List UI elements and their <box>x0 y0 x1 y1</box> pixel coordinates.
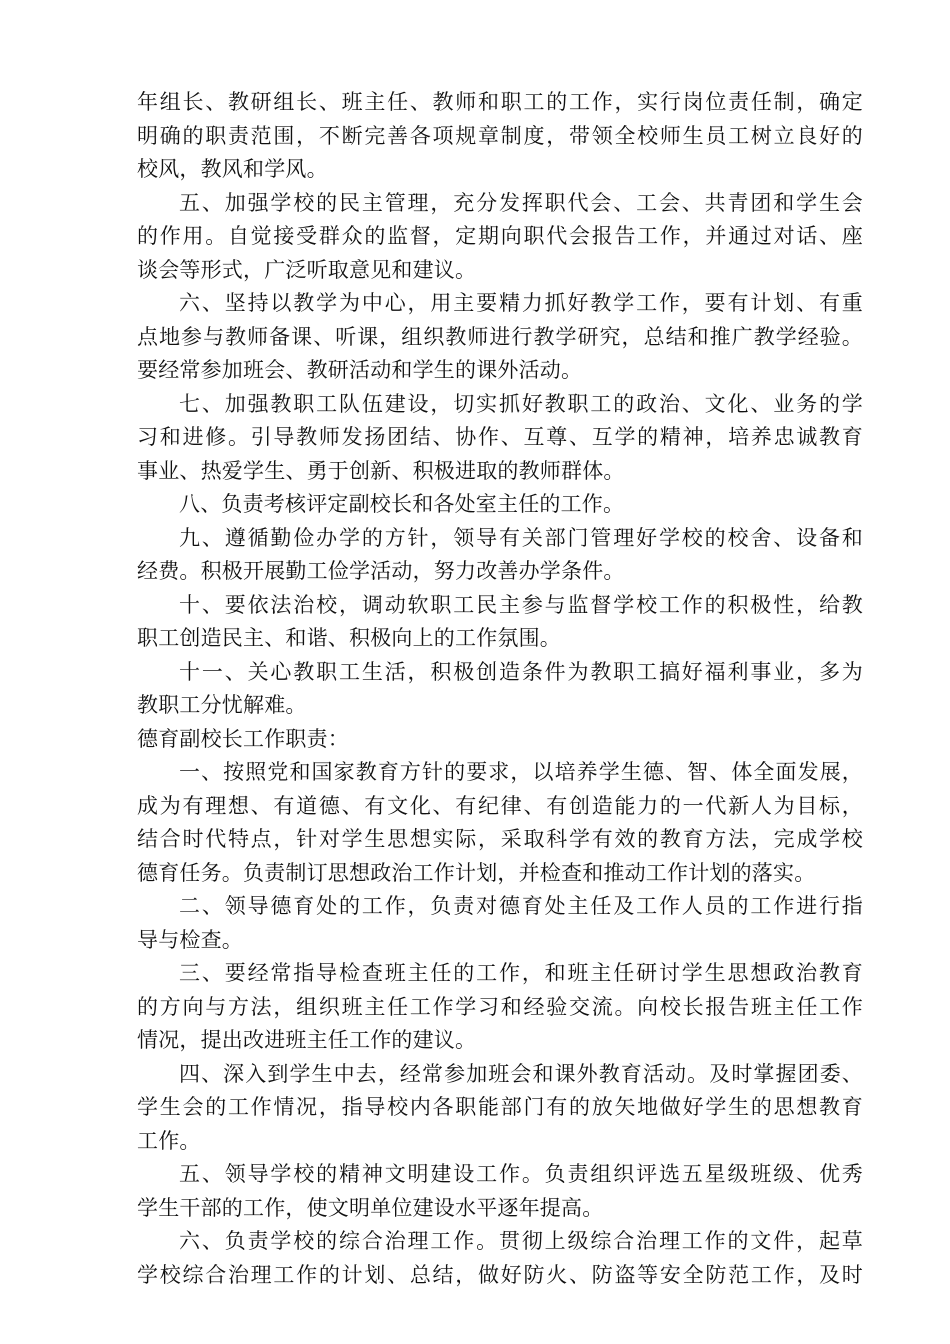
text-line: 成为有理想、有道德、有文化、有纪律、有创造能力的一代新人为目标， <box>137 793 863 818</box>
paragraph-moral-vp-2 <box>137 890 863 957</box>
text-line: 明确的职责范围，不断完善各项规章制度，带领全校师生员工树立良好的 <box>137 123 863 148</box>
text-line: 五、加强学校的民主管理，充分发挥职代会、工会、共青团和学生会 <box>179 190 863 215</box>
text-line: 三、要经常指导检查班主任的工作，和班主任研讨学生思想政治教育 <box>179 961 863 985</box>
text-line: 经费。积极开展勤工俭学活动，努力改善办学条件。 <box>137 559 625 583</box>
text-line: 九、遵循勤俭办学的方针，领导有关部门管理好学校的校舍、设备和 <box>179 525 863 550</box>
text-line: 一、按照党和国家教育方针的要求，以培养学生德、智、体全面发展， <box>179 760 863 784</box>
text-line: 工作。 <box>137 1128 201 1153</box>
paragraph-principal-7 <box>137 388 863 489</box>
text-line: 四、深入到学生中去，经常参加班会和课外教育活动。及时掌握团委、 <box>179 1061 863 1086</box>
text-line: 谈会等形式，广泛听取意见和建议。 <box>137 257 477 282</box>
text-line: 德育任务。负责制订思想政治工作计划，并检查和推动工作计划的落实。 <box>137 860 816 885</box>
paragraph-moral-vp-heading <box>137 723 863 757</box>
text-line: 学生会的工作情况，指导校内各职能部门有的放矢地做好学生的思想教育 <box>137 1095 863 1119</box>
text-line: 的作用。自觉接受群众的监督，定期向职代会报告工作，并通过对话、座 <box>137 224 863 248</box>
text-line: 十一、关心教职工生活，积极创造条件为教职工搞好福利事业，多为 <box>179 659 863 684</box>
text-line: 二、领导德育处的工作，负责对德育处主任及工作人员的工作进行指 <box>179 894 863 918</box>
paragraph-moral-vp-5 <box>137 1158 863 1225</box>
text-line: 八、负责考核评定副校长和各处室主任的工作。 <box>179 492 625 516</box>
text-line: 十、要依法治校，调动软职工民主参与监督学校工作的积极性，给教 <box>179 592 863 617</box>
text-line: 六、坚持以教学为中心，用主要精力抓好教学工作，要有计划、有重 <box>179 291 863 315</box>
paragraph-moral-vp-1 <box>137 756 863 890</box>
text-line: 职工创造民主、和谐、积极向上的工作氛围。 <box>137 626 561 650</box>
text-line: 学生干部的工作，使文明单位建设水平逐年提高。 <box>137 1195 604 1220</box>
paragraph-principal-10 <box>137 589 863 656</box>
text-line: 情况，提出改进班主任工作的建议。 <box>137 1028 477 1052</box>
text-line: 结合时代特点，针对学生思想实际，采取科学有效的教育方法，完成学校 <box>137 827 863 851</box>
document-page <box>137 86 863 1292</box>
text-line: 要经常参加班会、教研活动和学生的课外活动。 <box>137 358 583 382</box>
text-line: 德育副校长工作职责： <box>137 726 349 751</box>
text-line: 校风，教风和学风。 <box>137 157 328 181</box>
text-line: 教职工分忧解难。 <box>137 693 307 717</box>
paragraph-moral-vp-3 <box>137 957 863 1058</box>
text-line: 六、负责学校的综合治理工作。贯彻上级综合治理工作的文件，起草 <box>179 1229 863 1253</box>
text-line: 五、领导学校的精神文明建设工作。负责组织评选五星级班级、优秀 <box>179 1162 863 1186</box>
text-line: 年组长、教研组长、班主任、教师和职工的工作，实行岗位责任制，确定 <box>137 90 863 114</box>
paragraph-moral-vp-4 <box>137 1058 863 1159</box>
paragraph-principal-6 <box>137 287 863 388</box>
text-line: 事业、热爱学生、勇于创新、积极进取的教师群体。 <box>137 458 625 483</box>
text-line: 点地参与教师备课、听课，组织教师进行教学研究，总结和推广教学经验。 <box>137 324 863 349</box>
text-line: 学校综合治理工作的计划、总结，做好防火、防盗等安全防范工作，及时 <box>137 1262 863 1287</box>
paragraph-principal-11 <box>137 656 863 723</box>
paragraph-moral-vp-6 <box>137 1225 863 1292</box>
paragraph-principal-9 <box>137 522 863 589</box>
paragraph-principal-4-cont <box>137 86 863 187</box>
text-line: 习和进修。引导教师发扬团结、协作、互尊、互学的精神，培养忠诚教育 <box>137 425 863 449</box>
paragraph-principal-8 <box>137 488 863 522</box>
paragraph-principal-5 <box>137 187 863 288</box>
text-line: 导与检查。 <box>137 927 243 952</box>
text-line: 的方向与方法，组织班主任工作学习和经验交流。向校长报告班主任工作 <box>137 994 863 1019</box>
text-line: 七、加强教职工队伍建设，切实抓好教职工的政治、文化、业务的学 <box>179 391 863 416</box>
